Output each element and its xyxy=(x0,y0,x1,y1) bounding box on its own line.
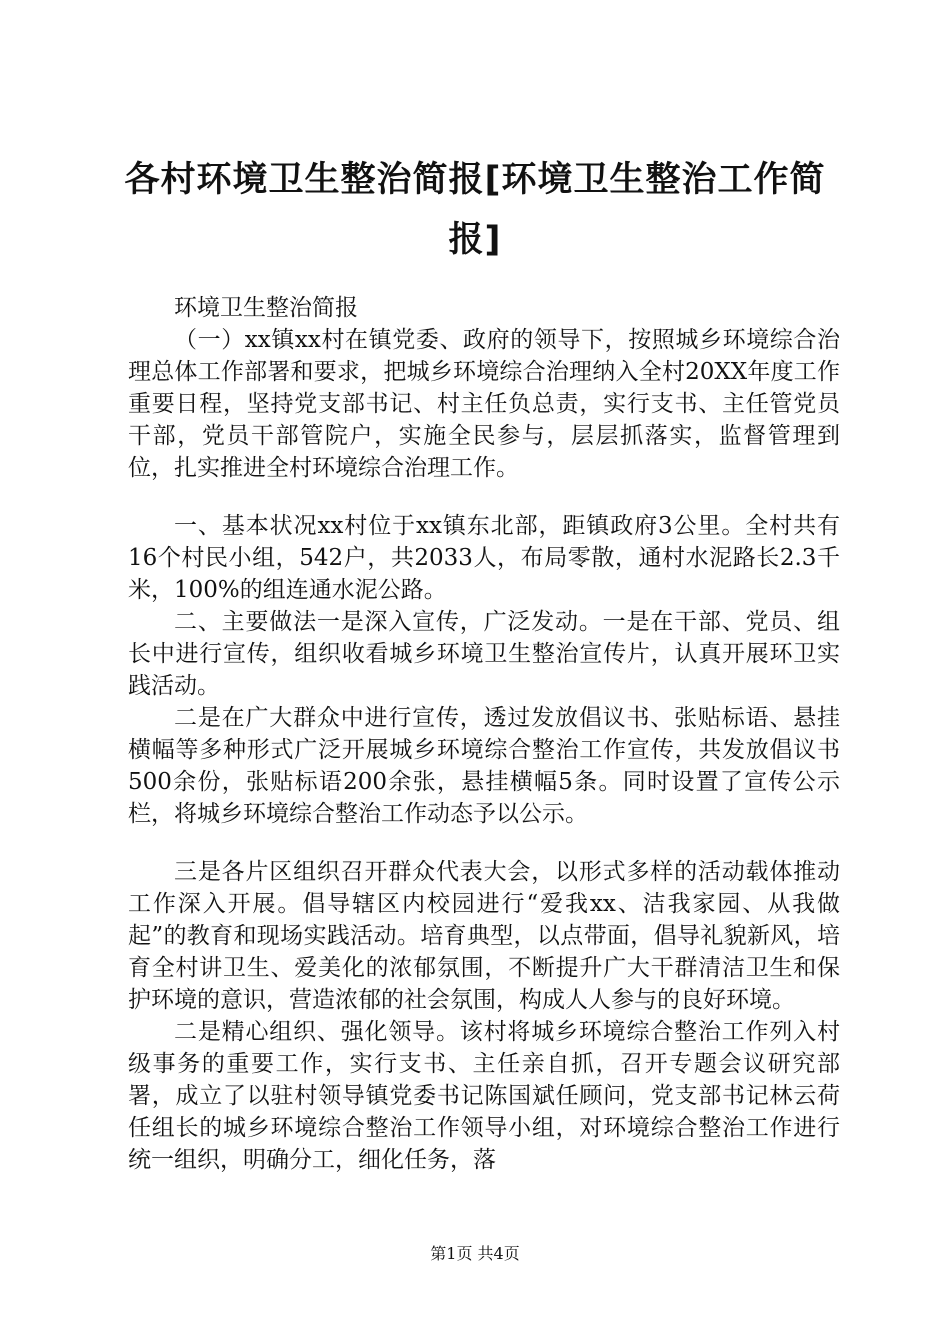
document-title: 各村环境卫生整治简报[环境卫生整治工作简报] xyxy=(124,160,826,260)
paragraph-basic-situation: 一、基本状况xx村位于xx镇东北部，距镇政府3公里。全村共有16个村民小组，542户，共2033人，布局零散，通村水泥路长2.3千米，100%的组连通水泥公路。 xyxy=(128,513,840,603)
document-body xyxy=(128,292,840,1176)
paragraph-representative-meetings: 三是各片区组织召开群众代表大会，以形式多样的活动载体推动工作深入开展。倡导辖区内校园进行“爱我xx、洁我家园、从我做起”的教育和现场实践活动。培育典型，以点带面，倡导礼貌新风，培育全村讲卫生、爱美化的浓郁氛围，不断提升广大干群清洁卫生和保护环境的意识，营造浓郁的社会氛围，构成人人参与的良好环境。 xyxy=(128,859,840,1013)
paragraph-organization-leadership: 二是精心组织、强化领导。该村将城乡环境综合整治工作列入村级事务的重要工作，实行支书、主任亲自抓，召开专题会议研究部署，成立了以驻村领导镇党委书记陈国斌任顾问，党支部书记林云荷任组长的城乡环境综合整治工作领导小组，对环境综合整治工作进行统一组织，明确分工，细化任务，落 xyxy=(128,1019,840,1173)
page-footer: 第1页 共4页 xyxy=(430,1244,520,1263)
paragraph-heading: 环境卫生整治简报 xyxy=(174,295,358,321)
paragraph-main-practices: 二、主要做法一是深入宣传，广泛发动。一是在干部、党员、组长中进行宣传，组织收看城乡环境卫生整治宣传片，认真开展环卫实践活动。 xyxy=(128,609,840,699)
paragraph-intro: （一）xx镇xx村在镇党委、政府的领导下，按照城乡环境综合治理总体工作部署和要求，把城乡环境综合治理纳入全村20XX年度工作重要日程，坚持党支部书记、村主任负总责，实行支书、主任管党员干部，党员干部管院户，实施全民参与，层层抓落实，监督管理到位，扎实推进全村环境综合治理工作。 xyxy=(128,327,840,481)
paragraph-public-propaganda: 二是在广大群众中进行宣传，透过发放倡议书、张贴标语、悬挂横幅等多种形式广泛开展城乡环境综合整治工作宣传，共发放倡议书500余份，张贴标语200余张，悬挂横幅5条。同时设置了宣传公示栏，将城乡环境综合整治工作动态予以公示。 xyxy=(128,705,840,827)
